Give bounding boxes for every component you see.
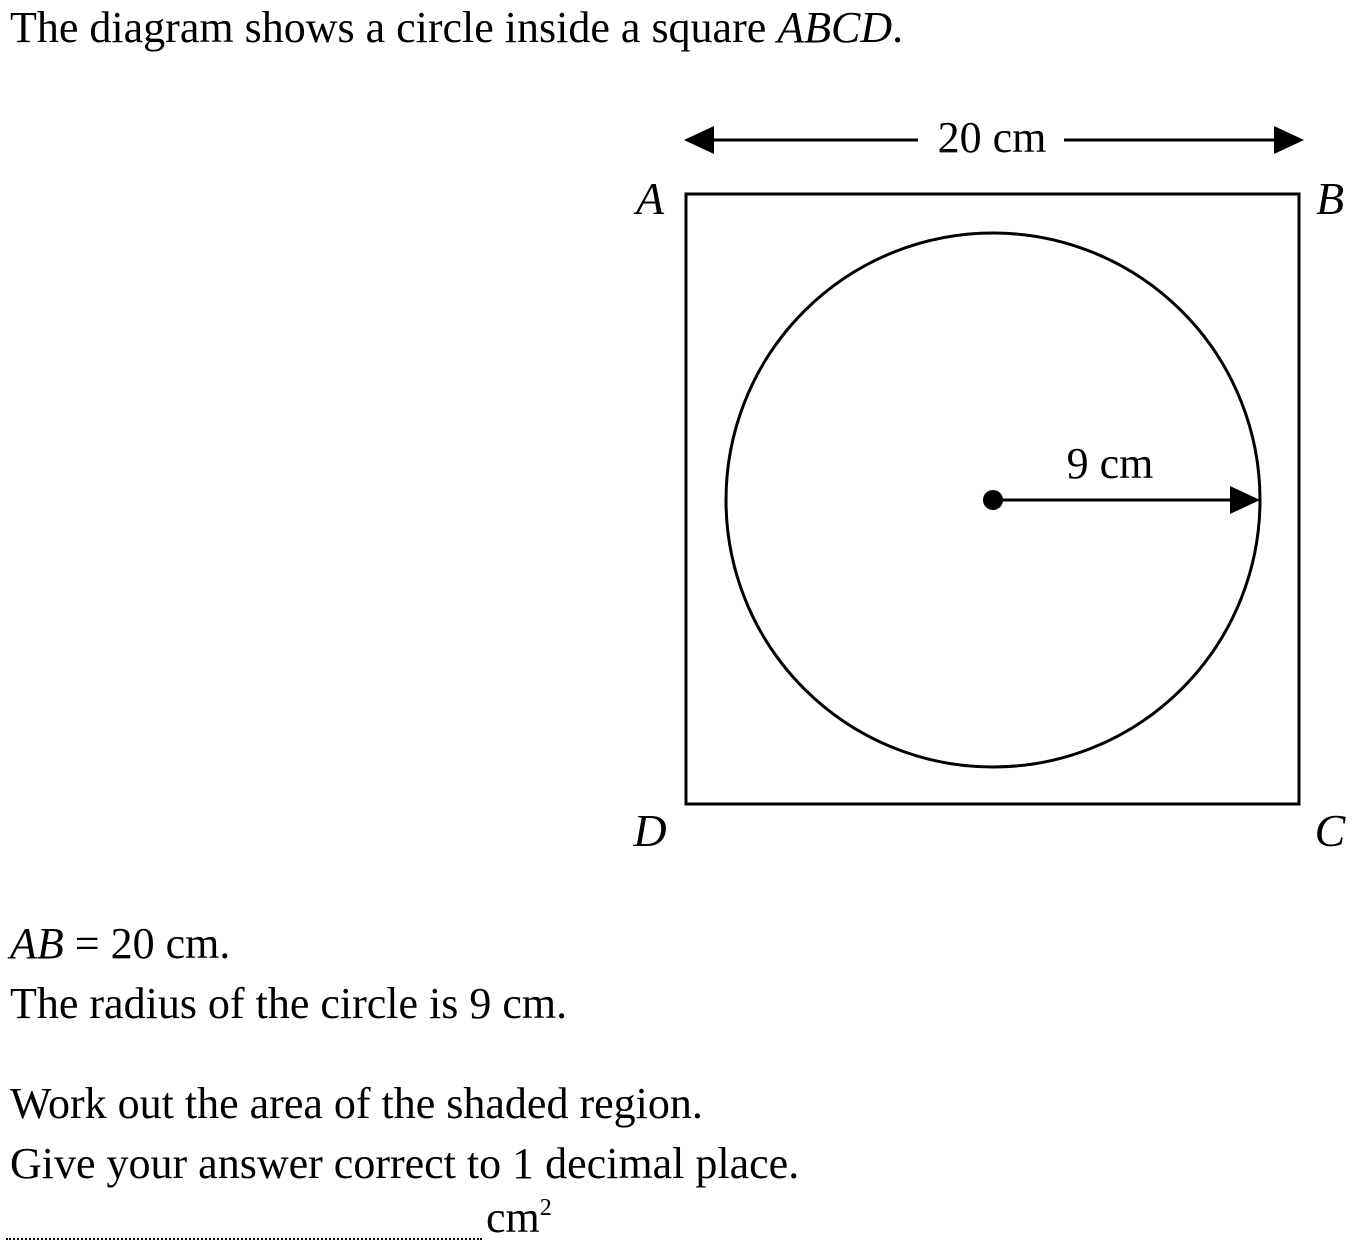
intro-main: The diagram shows a circle inside a square: [10, 3, 778, 52]
answer-blank[interactable]: [6, 1202, 482, 1240]
side-ab-value: = 20 cm.: [63, 919, 231, 968]
width-arrow-right-head: [1274, 126, 1304, 154]
task-instruction: Work out the area of the shaded region.: [10, 1079, 703, 1128]
intro-end: .: [892, 3, 904, 52]
width-arrow-left-head: [684, 126, 714, 154]
answer-line: [6, 1193, 552, 1242]
answer-unit: cm: [486, 1193, 540, 1242]
square-name: ABCD: [777, 3, 893, 52]
task-accuracy: Give your answer correct to 1 decimal place.: [10, 1139, 800, 1188]
radius-label: 9 cm: [1066, 439, 1154, 488]
fact-side-length: [10, 919, 231, 968]
vertex-a-label: A: [635, 173, 665, 224]
width-label: 20 cm: [937, 113, 1047, 162]
radius-arrow-head: [1230, 486, 1260, 514]
vertex-c-label: C: [1314, 805, 1346, 856]
side-ab-name: AB: [10, 919, 64, 968]
vertex-b-label: B: [1315, 173, 1345, 224]
answer-unit-power: 2: [539, 1195, 552, 1221]
fact-radius: The radius of the circle is 9 cm.: [10, 979, 568, 1028]
vertex-d-label: D: [633, 805, 667, 856]
